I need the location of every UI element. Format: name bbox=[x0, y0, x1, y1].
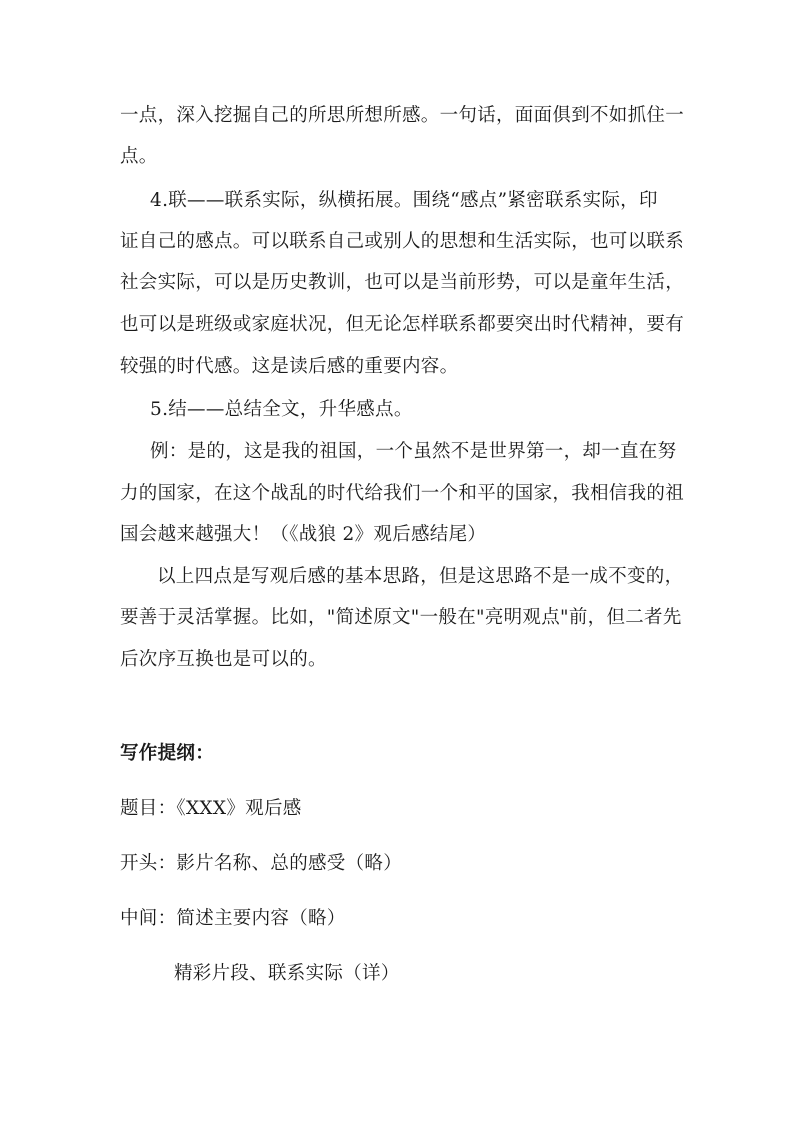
body-paragraph-line-5: 社会实际，可以是历史教训，也可以是当前形势，可以是童年生活， bbox=[120, 272, 685, 293]
outline-opening-line: 开头：影片名称、总的感受（略） bbox=[120, 853, 403, 874]
body-paragraph-line-4: 证自己的感点。可以联系自己或别人的思想和生活实际，也可以联系 bbox=[120, 231, 685, 252]
outline-middle-line: 中间：简述主要内容（略） bbox=[120, 908, 346, 929]
body-paragraph-line-2: 点。 bbox=[120, 146, 158, 167]
body-paragraph-line-13: 要善于灵活掌握。比如，"简述原文"一般在"亮明观点"前，但二者先 bbox=[120, 607, 682, 628]
body-paragraph-line-12: 以上四点是写观后感的基本思路，但是这思路不是一成不变的， bbox=[157, 566, 684, 587]
body-paragraph-line-14: 后次序互换也是可以的。 bbox=[120, 649, 327, 670]
body-paragraph-line-10: 力的国家，在这个战乱的时代给我们一个和平的国家，我相信我的祖 bbox=[120, 483, 685, 504]
body-paragraph-line-9: 例：是的，这是我的祖国，一个虽然不是世界第一，却一直在努 bbox=[150, 441, 677, 462]
outline-title-line: 题目：《XXX》观后感 bbox=[120, 798, 302, 819]
body-paragraph-line-7: 较强的时代感。这是读后感的重要内容。 bbox=[120, 356, 459, 377]
body-paragraph-line-1: 一点，深入挖掘自己的所思所想所感。一句话，面面俱到不如抓住一 bbox=[120, 105, 685, 126]
outline-heading: 写作提纲： bbox=[120, 743, 215, 764]
body-paragraph-line-11: 国会越来越强大！（《战狼 2》观后感结尾） bbox=[120, 524, 487, 545]
outline-middle-sub-line: 精彩片段、联系实际（详） bbox=[174, 963, 400, 984]
body-paragraph-line-6: 也可以是班级或家庭状况，但无论怎样联系都要突出时代精神，要有 bbox=[120, 314, 685, 335]
body-paragraph-line-8: 5.结——总结全文，升华感点。 bbox=[150, 399, 413, 420]
body-paragraph-line-3: 4.联——联系实际，纵横拓展。围绕“感点”紧密联系实际，印 bbox=[150, 190, 658, 211]
